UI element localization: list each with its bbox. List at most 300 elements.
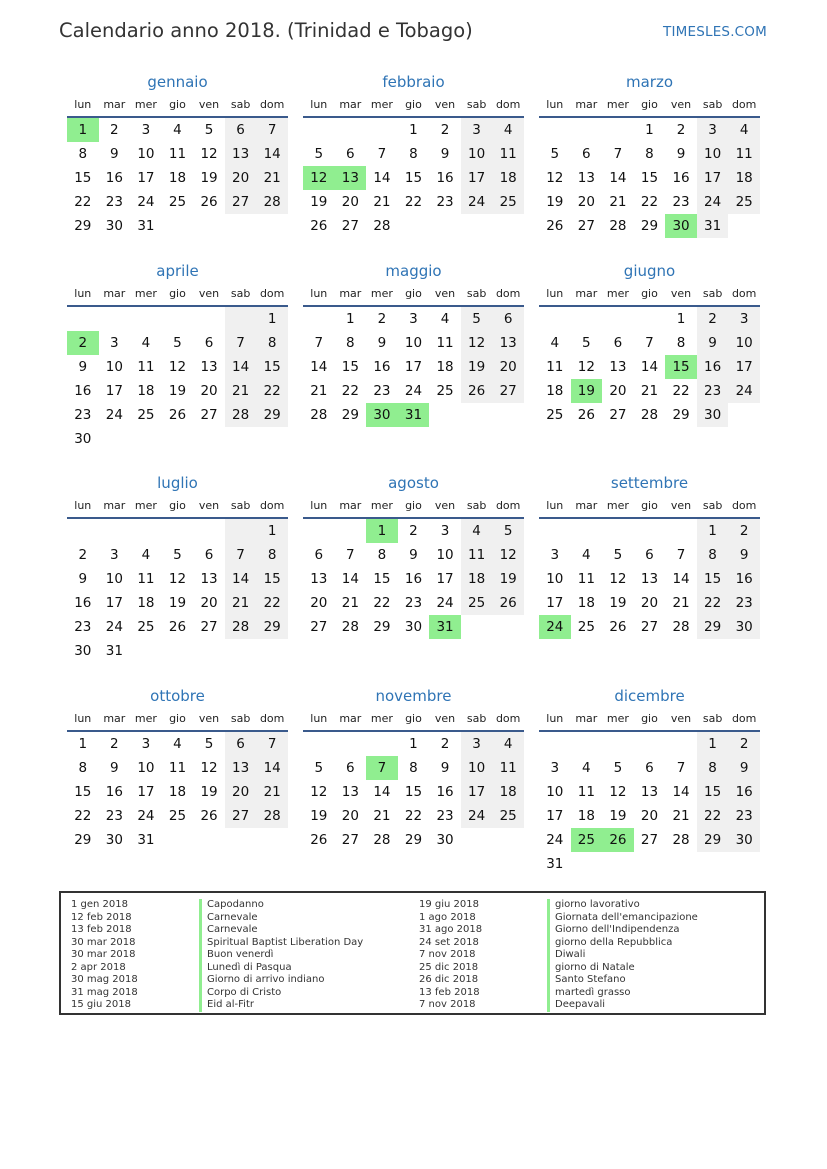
day-cell: 5 [461, 307, 493, 331]
weekday-label: lun [74, 712, 92, 725]
day-cell: 16 [436, 784, 454, 800]
day-cell: 24 [697, 190, 729, 214]
day-cell: 28 [225, 615, 257, 639]
weekday-label: gio [169, 712, 186, 725]
weekday-label: lun [310, 499, 328, 512]
day-cell: 25 [546, 407, 564, 423]
day-cell: 19 [492, 567, 524, 591]
day-cell: 27 [609, 407, 627, 423]
day-cell: 11 [728, 142, 760, 166]
day-cell: 19 [200, 170, 218, 186]
day-cell: 19 [310, 194, 328, 210]
day-cell: 26 [492, 591, 524, 615]
day-cell: 23 [105, 194, 123, 210]
day-cell: 15 [256, 567, 288, 591]
weekday-label: ven [198, 98, 220, 111]
day-cell: 12 [200, 760, 218, 776]
day-cell: 14 [373, 170, 391, 186]
day-cell: 10 [137, 146, 155, 162]
day-cell: 1 [409, 736, 418, 752]
day-cell: 15 [373, 571, 391, 587]
holiday-day-cell: 30 [665, 214, 697, 238]
day-cell: 18 [492, 166, 524, 190]
day-cell: 20 [341, 194, 359, 210]
day-cell: 27 [310, 619, 328, 635]
site-link[interactable]: TIMESLES.COM [663, 24, 767, 40]
month-novembre [303, 685, 524, 852]
day-cell: 20 [200, 595, 218, 611]
day-grid [67, 732, 288, 852]
day-cell: 9 [110, 760, 119, 776]
day-cell: 25 [168, 808, 187, 824]
holiday-date: 1 gen 2018 [71, 899, 129, 910]
day-cell: 26 [609, 619, 627, 635]
day-cell: 30 [697, 403, 729, 427]
weekday-label: gio [405, 499, 422, 512]
day-cell: 4 [492, 118, 524, 142]
day-cell: 9 [78, 359, 88, 375]
day-cell: 11 [546, 359, 564, 375]
day-cell: 23 [74, 619, 92, 635]
weekday-label: mar [575, 499, 598, 512]
day-cell: 10 [697, 142, 729, 166]
weekday-label: gio [169, 98, 186, 111]
day-cell: 28 [672, 619, 690, 635]
weekday-label: ven [198, 712, 220, 725]
day-cell: 11 [492, 756, 524, 780]
day-cell: 1 [697, 732, 729, 756]
day-cell: 2 [697, 307, 729, 331]
day-cell: 2 [440, 122, 450, 138]
empty-cell [571, 732, 603, 756]
weekday-header [67, 93, 288, 118]
day-cell: 28 [609, 218, 627, 234]
day-cell: 26 [577, 407, 595, 423]
holiday-day-cell: 30 [366, 403, 398, 427]
day-cell: 9 [110, 146, 119, 162]
day-cell: 8 [697, 543, 729, 567]
day-cell: 13 [640, 571, 659, 587]
day-cell: 4 [492, 732, 524, 756]
empty-cell [571, 118, 603, 142]
day-cell: 28 [373, 218, 391, 234]
day-cell: 21 [672, 808, 690, 824]
day-cell: 29 [341, 407, 359, 423]
day-cell: 24 [404, 383, 423, 399]
day-cell: 16 [728, 567, 760, 591]
day-cell: 20 [577, 194, 595, 210]
holiday-day-cell: 1 [67, 118, 99, 142]
day-cell: 1 [346, 311, 355, 327]
day-cell: 22 [672, 383, 690, 399]
empty-cell [335, 118, 367, 142]
holiday-name: Santo Stefano [547, 974, 698, 987]
day-cell: 21 [341, 595, 359, 611]
day-cell: 2 [78, 547, 88, 563]
month-giugno [539, 260, 760, 427]
weekday-label: mer [370, 98, 393, 111]
day-cell: 15 [74, 170, 92, 186]
day-cell: 22 [74, 808, 92, 824]
day-cell: 26 [200, 808, 218, 824]
day-cell: 10 [436, 547, 454, 563]
holiday-day-cell: 26 [602, 828, 634, 852]
day-cell: 8 [409, 760, 418, 776]
weekday-label: mar [103, 712, 126, 725]
holiday-date: 7 nov 2018 [419, 949, 476, 960]
holiday-name: Giorno dell'Indipendenza [547, 924, 698, 937]
weekday-label: sab [230, 98, 251, 111]
day-cell: 7 [377, 146, 387, 162]
empty-cell [67, 307, 99, 331]
day-cell: 1 [256, 519, 288, 543]
weekday-label: ven [670, 712, 692, 725]
day-cell: 10 [105, 571, 123, 587]
day-cell: 1 [409, 122, 418, 138]
day-cell: 24 [546, 832, 564, 848]
day-cell: 22 [256, 379, 288, 403]
holiday-day-cell: 15 [665, 355, 697, 379]
month-name: aprile [156, 262, 199, 280]
day-cell: 25 [436, 383, 454, 399]
day-grid [303, 519, 524, 639]
empty-cell [634, 519, 666, 543]
weekday-header [303, 494, 524, 519]
weekday-label: mer [134, 712, 157, 725]
weekday-label: mer [606, 287, 629, 300]
empty-cell [602, 118, 634, 142]
day-cell: 16 [74, 595, 92, 611]
day-cell: 30 [436, 832, 454, 848]
day-cell: 17 [728, 355, 760, 379]
month-settembre [539, 472, 760, 639]
weekday-label: lun [546, 287, 564, 300]
weekday-label: lun [74, 98, 92, 111]
empty-cell [303, 732, 335, 756]
weekday-label: mar [339, 499, 362, 512]
day-cell: 17 [137, 170, 155, 186]
day-grid [67, 118, 288, 238]
day-cell: 24 [105, 407, 123, 423]
day-cell: 14 [310, 359, 328, 375]
day-cell: 18 [577, 595, 595, 611]
empty-cell [539, 732, 571, 756]
day-grid [539, 118, 760, 238]
day-cell: 11 [168, 146, 187, 162]
day-cell: 16 [728, 780, 760, 804]
day-cell: 7 [346, 547, 355, 563]
day-cell: 27 [225, 190, 257, 214]
day-cell: 22 [341, 383, 359, 399]
day-cell: 20 [225, 780, 257, 804]
day-cell: 2 [110, 122, 119, 138]
day-cell: 27 [577, 218, 595, 234]
day-cell: 12 [546, 170, 564, 186]
day-cell: 14 [256, 756, 288, 780]
day-cell: 15 [341, 359, 359, 375]
day-cell: 31 [137, 218, 155, 234]
day-cell: 20 [640, 595, 659, 611]
day-cell: 12 [492, 543, 524, 567]
day-cell: 9 [440, 146, 450, 162]
holiday-name: Lunedì di Pasqua [199, 962, 363, 975]
weekday-header [67, 707, 288, 732]
holiday-day-cell: 31 [398, 403, 430, 427]
weekday-label: dom [731, 98, 757, 111]
day-cell: 12 [609, 571, 627, 587]
empty-cell [225, 307, 257, 331]
day-cell: 15 [697, 567, 729, 591]
day-cell: 12 [200, 146, 218, 162]
day-cell: 11 [436, 335, 454, 351]
holiday-day-cell: 13 [335, 166, 367, 190]
holiday-day-cell: 12 [303, 166, 335, 190]
empty-cell [162, 519, 194, 543]
holiday-name: giorno lavorativo [547, 899, 698, 912]
day-cell: 12 [609, 784, 627, 800]
weekday-header [539, 494, 760, 519]
day-cell: 16 [404, 571, 423, 587]
day-cell: 6 [346, 760, 355, 776]
holiday-name: Eid al-Fitr [199, 999, 363, 1012]
day-cell: 1 [676, 311, 686, 327]
day-cell: 4 [550, 335, 560, 351]
day-cell: 17 [546, 808, 564, 824]
day-cell: 9 [728, 543, 760, 567]
empty-cell [366, 732, 398, 756]
day-cell: 21 [256, 166, 288, 190]
holiday-day-cell: 2 [67, 331, 99, 355]
day-cell: 26 [200, 194, 218, 210]
day-cell: 29 [74, 218, 92, 234]
month-name: agosto [388, 474, 439, 492]
weekday-label: mer [606, 499, 629, 512]
holiday-date: 31 ago 2018 [419, 924, 483, 935]
day-cell: 18 [577, 808, 595, 824]
month-agosto [303, 472, 524, 639]
holiday-names-col-2 [547, 899, 698, 1012]
empty-cell [602, 519, 634, 543]
empty-cell [193, 519, 225, 543]
day-cell: 5 [492, 519, 524, 543]
day-cell: 4 [141, 547, 151, 563]
day-cell: 19 [168, 595, 187, 611]
weekday-label: dom [495, 98, 521, 111]
day-cell: 3 [461, 118, 493, 142]
weekday-label: lun [546, 712, 564, 725]
day-cell: 13 [640, 784, 659, 800]
weekday-label: lun [74, 287, 92, 300]
day-cell: 8 [697, 756, 729, 780]
weekday-label: dom [731, 712, 757, 725]
day-cell: 13 [225, 142, 257, 166]
weekday-label: sab [702, 287, 723, 300]
holiday-name: Carnevale [199, 912, 363, 925]
weekday-label: gio [405, 712, 422, 725]
holiday-date: 13 feb 2018 [419, 986, 480, 998]
day-cell: 8 [409, 146, 418, 162]
day-cell: 14 [373, 784, 391, 800]
month-name: ottobre [150, 687, 205, 705]
day-cell: 17 [105, 595, 123, 611]
day-grid [539, 732, 760, 876]
holiday-name: giorno della Repubblica [547, 937, 698, 950]
day-cell: 5 [613, 760, 623, 776]
day-cell: 20 [200, 383, 218, 399]
day-cell: 14 [672, 784, 690, 800]
empty-cell [539, 118, 571, 142]
empty-cell [130, 307, 162, 331]
day-cell: 31 [697, 214, 729, 238]
holiday-day-cell: 25 [571, 828, 603, 852]
day-cell: 31 [546, 856, 564, 872]
weekday-label: dom [495, 499, 521, 512]
holiday-day-cell: 7 [366, 756, 398, 780]
day-cell: 23 [74, 407, 92, 423]
day-cell: 6 [314, 547, 324, 563]
day-cell: 4 [461, 519, 493, 543]
holiday-name: Spiritual Baptist Liberation Day [199, 937, 363, 950]
day-cell: 3 [550, 760, 560, 776]
day-cell: 12 [168, 571, 187, 587]
day-cell: 12 [168, 359, 187, 375]
day-cell: 12 [310, 784, 328, 800]
empty-cell [634, 732, 666, 756]
day-cell: 28 [310, 407, 328, 423]
day-cell: 6 [582, 146, 591, 162]
weekday-label: sab [702, 712, 723, 725]
holiday-name: giorno di Natale [547, 962, 698, 975]
day-cell: 12 [461, 331, 493, 355]
day-cell: 10 [137, 760, 155, 776]
holiday-date: 30 mar 2018 [71, 936, 136, 948]
day-cell: 22 [404, 194, 423, 210]
empty-cell [335, 519, 367, 543]
day-cell: 16 [74, 383, 92, 399]
weekday-label: dom [259, 287, 285, 300]
weekday-label: gio [641, 499, 658, 512]
weekday-label: mar [103, 499, 126, 512]
day-cell: 6 [204, 547, 214, 563]
weekday-label: sab [702, 98, 723, 111]
day-cell: 25 [137, 407, 155, 423]
holiday-day-cell: 24 [539, 615, 571, 639]
month-name: novembre [375, 687, 452, 705]
day-cell: 13 [609, 359, 627, 375]
day-cell: 5 [314, 760, 324, 776]
day-cell: 21 [256, 780, 288, 804]
weekday-label: lun [310, 287, 328, 300]
day-cell: 3 [461, 732, 493, 756]
weekday-label: dom [731, 499, 757, 512]
month-dicembre [539, 685, 760, 876]
day-cell: 18 [137, 595, 155, 611]
day-cell: 7 [645, 335, 654, 351]
day-cell: 28 [256, 190, 288, 214]
day-cell: 15 [256, 355, 288, 379]
holiday-name: Giornata dell'emancipazione [547, 912, 698, 925]
day-cell: 9 [728, 756, 760, 780]
empty-cell [634, 307, 666, 331]
weekday-header [303, 707, 524, 732]
day-cell: 22 [404, 808, 423, 824]
day-cell: 15 [404, 784, 423, 800]
day-cell: 20 [225, 166, 257, 190]
day-cell: 18 [168, 170, 187, 186]
day-cell: 8 [78, 146, 88, 162]
day-cell: 25 [168, 194, 187, 210]
day-grid [303, 118, 524, 238]
day-cell: 6 [346, 146, 355, 162]
empty-cell [602, 732, 634, 756]
day-cell: 13 [200, 359, 218, 375]
month-ottobre [67, 685, 288, 852]
empty-cell [99, 519, 131, 543]
day-cell: 13 [225, 756, 257, 780]
day-cell: 10 [404, 335, 423, 351]
holiday-date: 12 feb 2018 [71, 911, 132, 923]
holiday-date: 26 dic 2018 [419, 974, 479, 985]
holiday-date: 7 nov 2018 [419, 999, 476, 1010]
day-cell: 3 [440, 523, 450, 539]
day-cell: 4 [141, 335, 151, 351]
weekday-label: dom [495, 287, 521, 300]
weekday-label: ven [670, 98, 692, 111]
day-cell: 10 [461, 142, 493, 166]
holiday-date: 19 giu 2018 [419, 899, 479, 910]
empty-cell [665, 732, 697, 756]
weekday-label: sab [230, 287, 251, 300]
day-cell: 15 [697, 780, 729, 804]
weekday-label: mar [575, 287, 598, 300]
day-cell: 28 [256, 804, 288, 828]
day-cell: 23 [436, 808, 454, 824]
day-cell: 10 [105, 359, 123, 375]
weekday-label: dom [259, 98, 285, 111]
day-cell: 28 [225, 403, 257, 427]
day-cell: 6 [225, 732, 257, 756]
day-cell: 6 [613, 335, 623, 351]
day-cell: 26 [168, 407, 187, 423]
day-cell: 8 [256, 543, 288, 567]
day-cell: 8 [377, 547, 387, 563]
day-cell: 18 [461, 567, 493, 591]
day-cell: 30 [74, 643, 92, 659]
weekday-label: gio [641, 98, 658, 111]
day-cell: 29 [697, 615, 729, 639]
day-cell: 24 [137, 808, 155, 824]
weekday-label: lun [310, 98, 328, 111]
day-cell: 5 [173, 547, 182, 563]
day-cell: 1 [256, 307, 288, 331]
day-cell: 28 [640, 407, 659, 423]
holiday-name: Giorno di arrivo indiano [199, 974, 363, 987]
day-cell: 9 [409, 547, 418, 563]
day-cell: 13 [492, 331, 524, 355]
day-cell: 4 [440, 311, 450, 327]
holiday-date: 25 dic 2018 [419, 961, 479, 973]
holiday-date: 2 apr 2018 [71, 961, 126, 973]
weekday-label: dom [259, 499, 285, 512]
day-cell: 8 [256, 331, 288, 355]
holiday-day-cell: 31 [429, 615, 461, 639]
day-cell: 19 [546, 194, 564, 210]
weekday-header [303, 282, 524, 307]
day-cell: 10 [728, 331, 760, 355]
day-cell: 20 [341, 808, 359, 824]
day-cell: 11 [577, 784, 595, 800]
empty-cell [303, 307, 335, 331]
